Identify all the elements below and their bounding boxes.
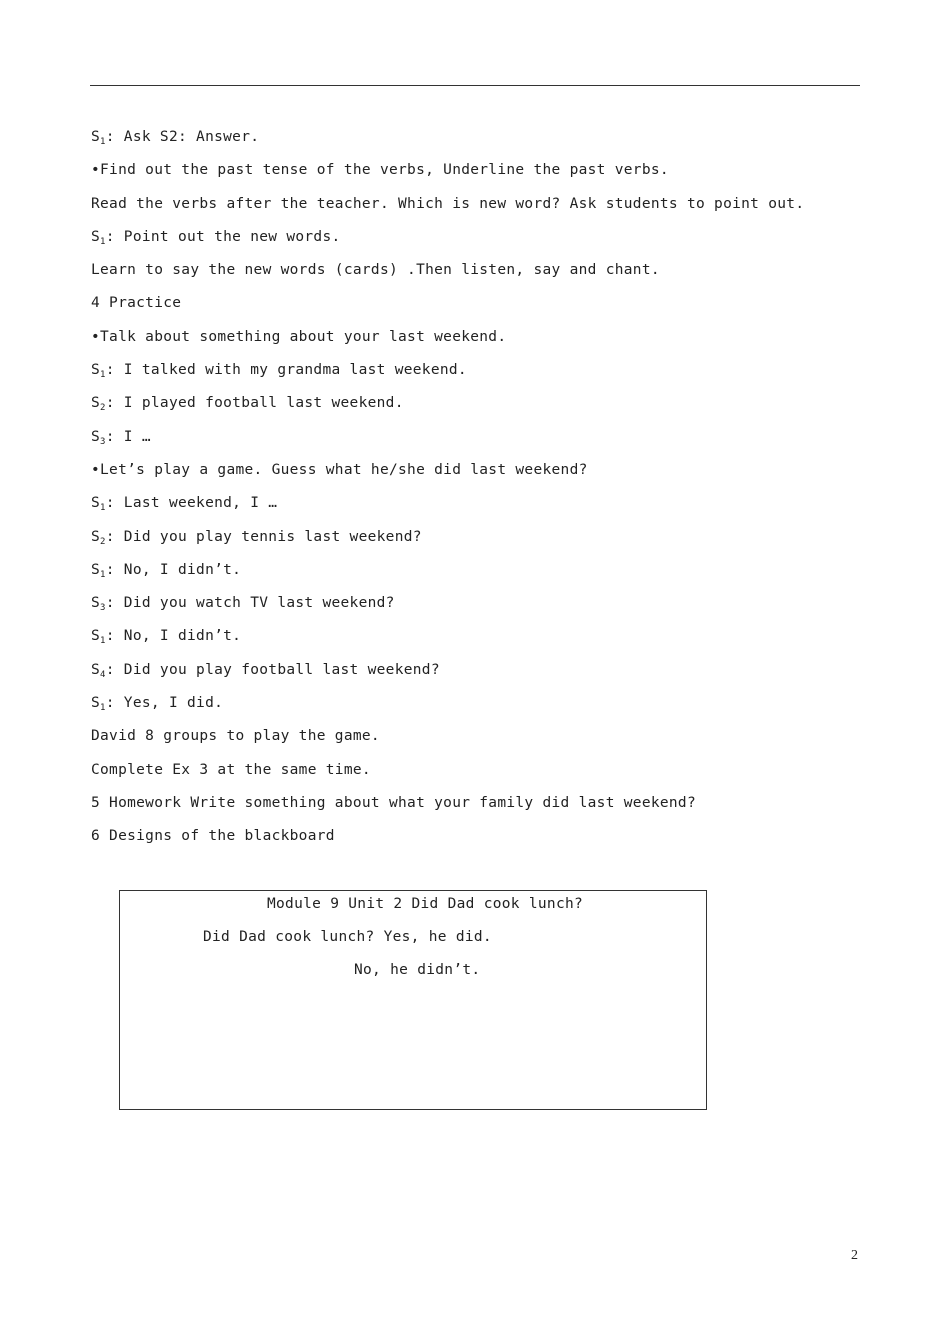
text-line (91, 657, 861, 690)
blackboard-line-2: No, he didn’t. (354, 962, 481, 978)
speaker-label: S (91, 228, 101, 245)
speaker-number: 3 (100, 436, 106, 447)
speaker-number: 1 (100, 503, 106, 514)
line-text: •Let’s play a game. Guess what he/she did last weekend? (91, 461, 588, 478)
text-line (91, 324, 861, 357)
speaker-number: 3 (100, 603, 106, 614)
text-line (91, 524, 861, 557)
text-line (91, 424, 861, 457)
speaker-label: S (91, 595, 101, 612)
speaker-label: S (91, 628, 101, 645)
text-line (91, 191, 861, 224)
text-line (91, 157, 861, 190)
line-text: Learn to say the new words (cards) .Then listen, say and chant. (91, 262, 660, 279)
speaker-label: S (91, 661, 101, 678)
text-line (91, 290, 861, 323)
blackboard-title: Module 9 Unit 2 Did Dad cook lunch? (267, 896, 584, 912)
speaker-number: 1 (100, 703, 106, 714)
blackboard-line-1: Did Dad cook lunch? Yes, he did. (203, 929, 492, 945)
speaker-label: S (91, 362, 101, 379)
line-text: 6 Designs of the blackboard (91, 828, 335, 845)
text-line (91, 390, 861, 423)
speaker-number: 1 (100, 636, 106, 647)
header-rule (90, 85, 860, 86)
speaker-label: S (91, 561, 101, 578)
line-text: : Ask S2: Answer. (105, 129, 260, 145)
line-text: : Did you play football last weekend? (105, 661, 440, 678)
text-line (91, 757, 861, 790)
text-line (91, 557, 861, 590)
line-text: : Did you watch TV last weekend? (105, 595, 395, 612)
text-line (91, 623, 861, 656)
speaker-number: 1 (100, 236, 106, 247)
line-text: 4 Practice (91, 295, 182, 312)
text-line (91, 590, 861, 623)
line-text: : No, I didn’t. (105, 561, 242, 578)
text-line (91, 690, 861, 723)
speaker-number: 2 (100, 403, 106, 414)
text-line (91, 224, 861, 257)
text-line (91, 723, 861, 756)
line-text: : I … (105, 428, 151, 445)
line-text: : Point out the new words. (105, 228, 341, 245)
text-line (91, 457, 861, 490)
line-text: •Find out the past tense of the verbs, Underline the past verbs. (91, 162, 669, 179)
speaker-label: S (91, 395, 101, 412)
text-line (91, 357, 861, 390)
page-number: 2 (851, 1248, 858, 1263)
line-text: : Did you play tennis last weekend? (105, 528, 422, 545)
text-line (91, 257, 861, 290)
line-text: : I talked with my grandma last weekend. (105, 362, 467, 379)
speaker-number: 2 (100, 536, 106, 547)
text-line (91, 490, 861, 523)
speaker-label: S (91, 129, 101, 145)
speaker-label: S (91, 428, 101, 445)
line-text: Read the verbs after the teacher. Which is new word? Ask students to point out. (91, 195, 805, 212)
text-line (91, 823, 861, 856)
line-text: •Talk about something about your last weekend. (91, 328, 507, 345)
line-text: Complete Ex 3 at the same time. (91, 761, 371, 778)
speaker-label: S (91, 528, 101, 545)
line-text: : Yes, I did. (105, 695, 224, 712)
line-text: : Last weekend, I … (105, 495, 278, 512)
text-line (91, 124, 861, 157)
speaker-number: 1 (100, 137, 106, 147)
speaker-number: 4 (100, 669, 106, 680)
speaker-number: 1 (100, 370, 106, 381)
speaker-label: S (91, 495, 101, 512)
blackboard-design-box (119, 890, 707, 1110)
speaker-label: S (91, 695, 101, 712)
lesson-body (91, 124, 861, 857)
speaker-number: 1 (100, 569, 106, 580)
line-text: : No, I didn’t. (105, 628, 242, 645)
line-text: 5 Homework Write something about what your family did last weekend? (91, 794, 696, 811)
line-text: David 8 groups to play the game. (91, 728, 380, 745)
line-text: : I played football last weekend. (105, 395, 404, 412)
text-line (91, 790, 861, 823)
